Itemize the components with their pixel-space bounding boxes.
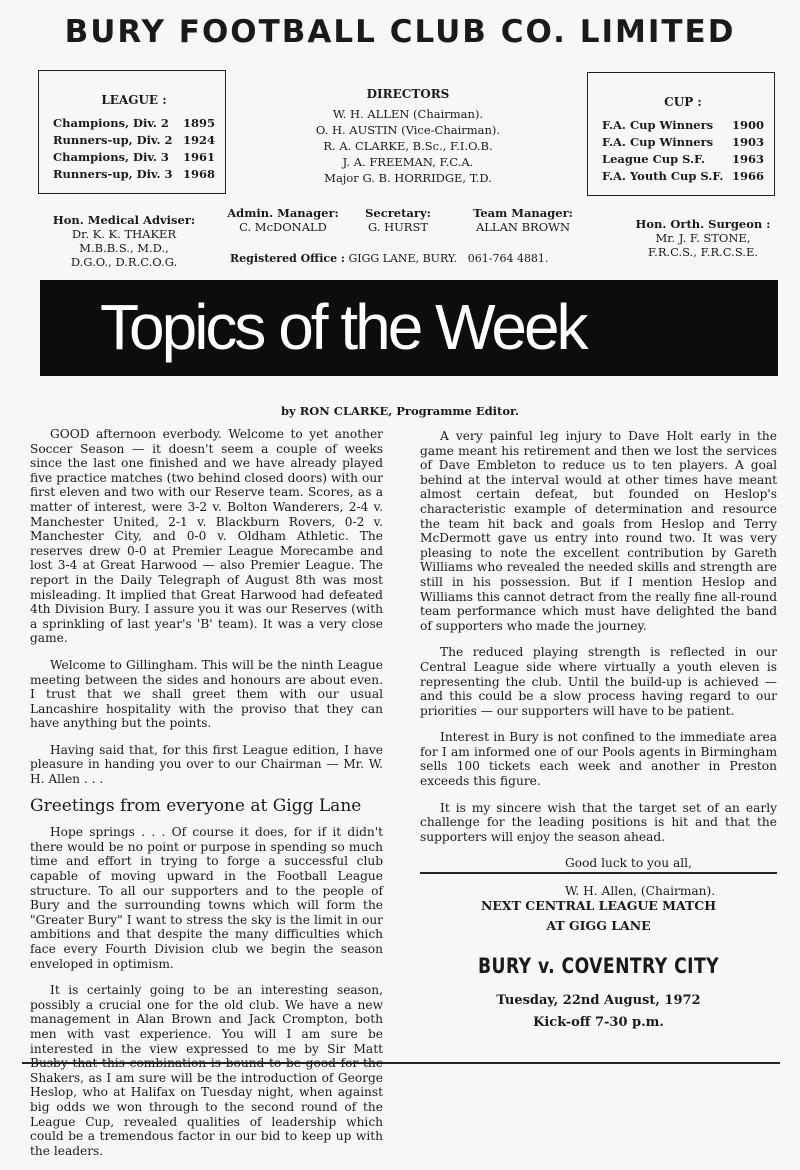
article-paragraph: It is my sincere wish that the target set of an early challenge for the leading positions is hit and that the supporters will enjoy the season ahead.: [420, 800, 777, 844]
cup-honour: F.A. Cup Winners 1900: [602, 118, 764, 132]
article-paragraph: Hope springs . . . Of course it does, for if it didn't there would be no point or purpose in spending so much time and effort in trying to forge a successful club capable of moving upward in the Football League structure. To all our supporters and to the people of Bury and the surrounding towns which will form the "Greater Bury" I want to stress the sky is the limit in our ambitions and that despite the many difficulties which face every Fourth Division club we begin the season enveloped in optimism.: [30, 825, 383, 971]
next-match-venue: AT GIGG LANE: [546, 918, 651, 933]
next-match-heading: NEXT CENTRAL LEAGUE MATCH: [480, 898, 717, 913]
article-paragraph: Interest in Bury is not confined to the immediate area for I am informed one of our Pools agents in Birmingham sells 100 tickets each week and another in Preston exceeds this figure.: [420, 730, 777, 789]
cup-honour: League Cup S.F. 1963: [602, 152, 764, 166]
signature: W. H. Allen, (Chairman).: [565, 884, 716, 899]
league-honours-box: [38, 70, 226, 194]
topics-banner: [40, 280, 778, 376]
cup-honour: F.A. Cup Winners 1903: [602, 135, 764, 149]
left-column: [30, 427, 383, 1170]
match-kickoff: Kick-off 7-30 p.m.: [533, 1015, 664, 1030]
article-paragraph: Welcome to Gillingham. This will be the ninth League meeting between the sides and honours are about even. I trust that we shall greet them with our usual Lancashire hospitality with the proviso that they can have anything but the points.: [30, 657, 383, 731]
article-paragraph: It is certainly going to be an interesting season, possibly a crucial one for the old club. We have a new management in Alan Brown and Jack Crompton, both men with vast experience. You will I am sure be interested in the view expressed to me by Sir Matt Shakers, as I am sure will be the introduction of George Heslop, who at Halifax on Tuesday night, when against big odds we won through to the second round of the League Cup, revealed qualities of leadership which could be a tremendous factor in our bid to keep up with the leaders.: [30, 983, 383, 1158]
directors-list: [258, 86, 558, 186]
banner-title: Topics of the Week: [100, 291, 586, 363]
team-manager: Team Manager: ALLAN BROWN: [473, 206, 573, 234]
medical-adviser: Hon. Medical Adviser: Dr. K. K. THAKER M.B.B.S., M.D., D.G.O., D.R.C.O.G.: [52, 213, 196, 269]
signoff: [565, 856, 777, 898]
cup-heading: CUP :: [664, 95, 702, 109]
match-teams: BURY v. COVENTRY CITY: [478, 954, 719, 978]
registered-office: Registered Office : GIGG LANE, BURY. 061-764 4881.: [230, 252, 549, 265]
article-paragraph: A very painful leg injury to Dave Holt early in the game meant his retirement and then we lost the services of Dave Embleton to reduce us to ten players. A goal behind at the interval would at other times have meant almost certain defeat, but founded on Heslop's characteristic example of determination and resource the team hit back and goals from Heslop and Terry McDermott gave us entry into round two. It was very pleasing to note the excellent contribution by Gareth Williams who revealed the needed skills and strength are still in his possession. But if I mention Heslop and Williams this cannot detract from the really fine all-round team performance which must have delighted the band of supporters who made the journey.: [420, 429, 777, 633]
league-heading: LEAGUE :: [101, 93, 167, 107]
article-paragraph: Having said that, for this first League edition, I have pleasure in handing you over to our Chairman — Mr. W. H. Allen . . .: [30, 742, 383, 787]
secretary: Secretary: G. HURST: [365, 206, 431, 234]
league-honour: Champions, Div. 3 1961: [53, 150, 215, 164]
orth-surgeon: Hon. Orth. Surgeon : Mr. J. F. STONE, F.R.C.S., F.R.C.S.E.: [635, 217, 771, 259]
cup-honour: F.A. Youth Cup S.F. 1966: [602, 169, 764, 183]
club-title: BURY FOOTBALL CLUB CO. LIMITED: [64, 14, 736, 50]
match-date: Tuesday, 22nd August, 1972: [496, 993, 701, 1008]
article-paragraph: GOOD afternoon everbody. Welcome to yet another Soccer Season — it doesn't seem a couple of weeks since the last one finished and we have already played five practice matches (two behind closed doors) with our first eleven and two with our Reserve team. Scores, as a matter of interest, were 3-2 v. Bolton Wanderers, 2-4 v. Manchester United, 2-1 v. Blackburn Rovers, 0-2 v. Manchester City, and 0-0 v. Oldham Athletic. The reserves drew 0-0 at Premier League Morecambe and lost 3-4 at Great Harwood — also Premier League. The report in the Daily Telegraph of August 8th was most misleading. It implied that Great Harwood had defeated 4th Division Bury. I assure you it was our Reserves (with a sprinkling of last year's 'B' team). It was a very close game.: [30, 427, 383, 646]
league-honour: Runners-up, Div. 3 1968: [53, 167, 215, 181]
director-line: O. H. AUSTIN (Vice-Chairman).: [315, 123, 501, 137]
directors-heading: DIRECTORS: [366, 87, 450, 101]
divider: [420, 872, 777, 874]
closing-line: Good luck to you all,: [565, 856, 692, 871]
byline: by RON CLARKE, Programme Editor.: [280, 404, 520, 418]
director-line: R. A. CLARKE, B.Sc., F.I.O.B.: [323, 139, 493, 153]
league-honour: Champions, Div. 2 1895: [53, 116, 215, 130]
director-line: W. H. ALLEN (Chairman).: [332, 107, 484, 121]
cup-honours-box: [587, 72, 775, 196]
director-line: Major G. B. HORRIDGE, T.D.: [324, 171, 492, 185]
article-paragraph: The reduced playing strength is reflected in our Central League side where virtually a youth eleven is representing the club. Until the build-up is achieved — and this could be a slow process having regard to our priorities — our supporters will have to be patient.: [420, 645, 777, 718]
league-honour: Runners-up, Div. 2 1924: [53, 133, 215, 147]
right-column: [420, 429, 777, 912]
next-match-panel: [420, 896, 777, 1034]
director-line: J. A. FREEMAN, F.C.A.: [342, 155, 474, 169]
bottom-divider: [22, 1062, 780, 1064]
admin-manager: Admin. Manager: C. McDONALD: [227, 206, 339, 234]
greetings-heading: Greetings from everyone at Gigg Lane: [30, 795, 362, 816]
